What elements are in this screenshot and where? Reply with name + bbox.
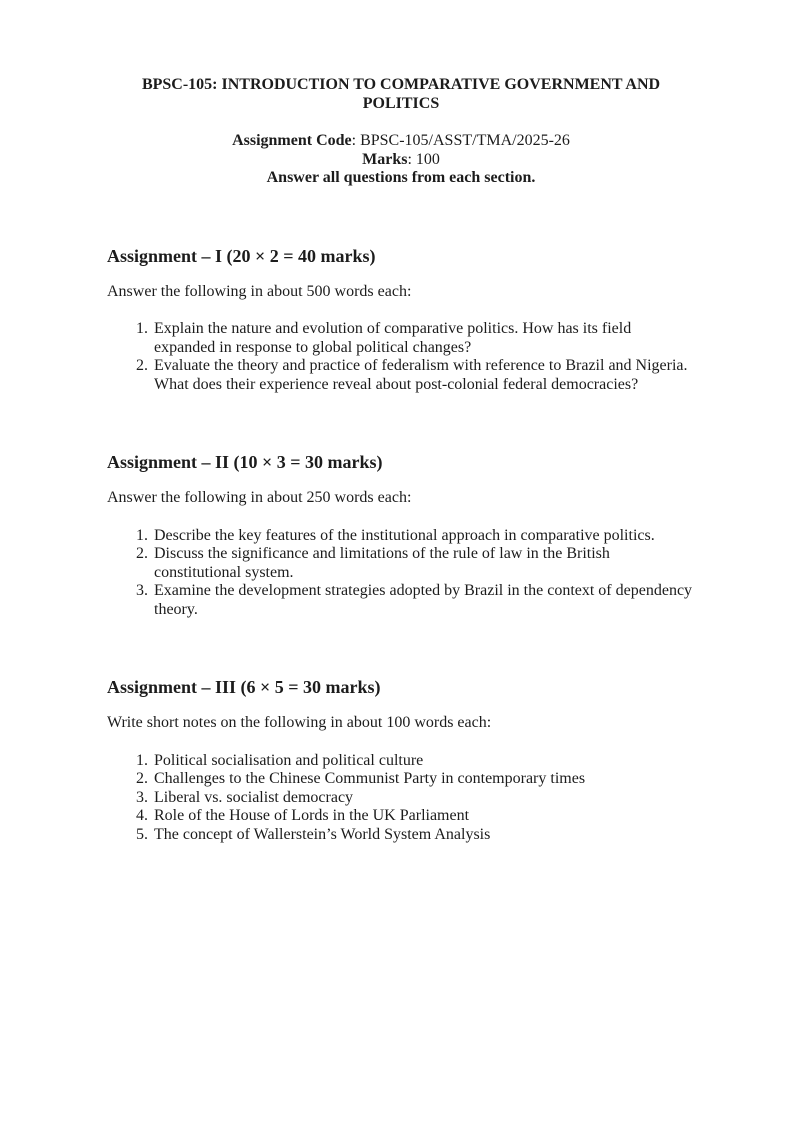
section-heading: Assignment – III (6 × 5 = 30 marks) [107,677,381,697]
question-item: 5. The concept of Wallerstein’s World System Analysis [152,826,695,845]
document-header [107,76,695,188]
question-item: 1. Explain the nature and evolution of comparative politics. How has its field expanded in response to global political changes? [152,320,695,357]
question-item: 1. Political socialisation and political culture [152,752,695,771]
section-assignment-3 [107,677,695,844]
assignment-code-line [107,132,695,151]
question-item: 2. Evaluate the theory and practice of federalism with reference to Brazil and Nigeria. What does their experience reveal about post-colonial federal democracies? [152,357,695,394]
question-item: 2. Discuss the significance and limitations of the rule of law in the British constitutional system. [152,545,695,582]
section-intro: Answer the following in about 500 words each: [107,282,412,300]
assignment-code-value: : BPSC-105/ASST/TMA/2025-26 [351,132,570,149]
question-item: 2. Challenges to the Chinese Communist Party in contemporary times [152,770,695,789]
marks-value: : 100 [407,150,440,168]
section-assignment-2 [107,452,695,619]
assignment-code-label: Assignment Code [232,132,352,149]
question-item: 3. Liberal vs. socialist democracy [152,789,695,808]
document-title: BPSC-105: INTRODUCTION TO COMPARATIVE GOVERNMENT AND POLITICS [141,76,661,112]
section-heading: Assignment – I (20 × 2 = 40 marks) [107,245,376,266]
question-list [107,320,695,394]
section-assignment-1 [107,246,695,395]
question-item: 3. Examine the development strategies adopted by Brazil in the context of dependency theory. [152,582,695,619]
section-intro: Answer the following in about 250 words each: [107,489,412,506]
question-item: 4. Role of the House of Lords in the UK Parliament [152,807,695,826]
marks-label: Marks [362,150,408,168]
question-list [107,527,695,620]
general-instruction: Answer all questions from each section. [266,169,536,186]
marks-line [107,151,695,170]
section-heading: Assignment – II (10 × 3 = 30 marks) [107,452,383,472]
question-list [107,752,695,845]
question-item: 1. Describe the key features of the institutional approach in comparative politics. [152,527,695,546]
section-intro: Write short notes on the following in about 100 words each: [107,714,492,731]
